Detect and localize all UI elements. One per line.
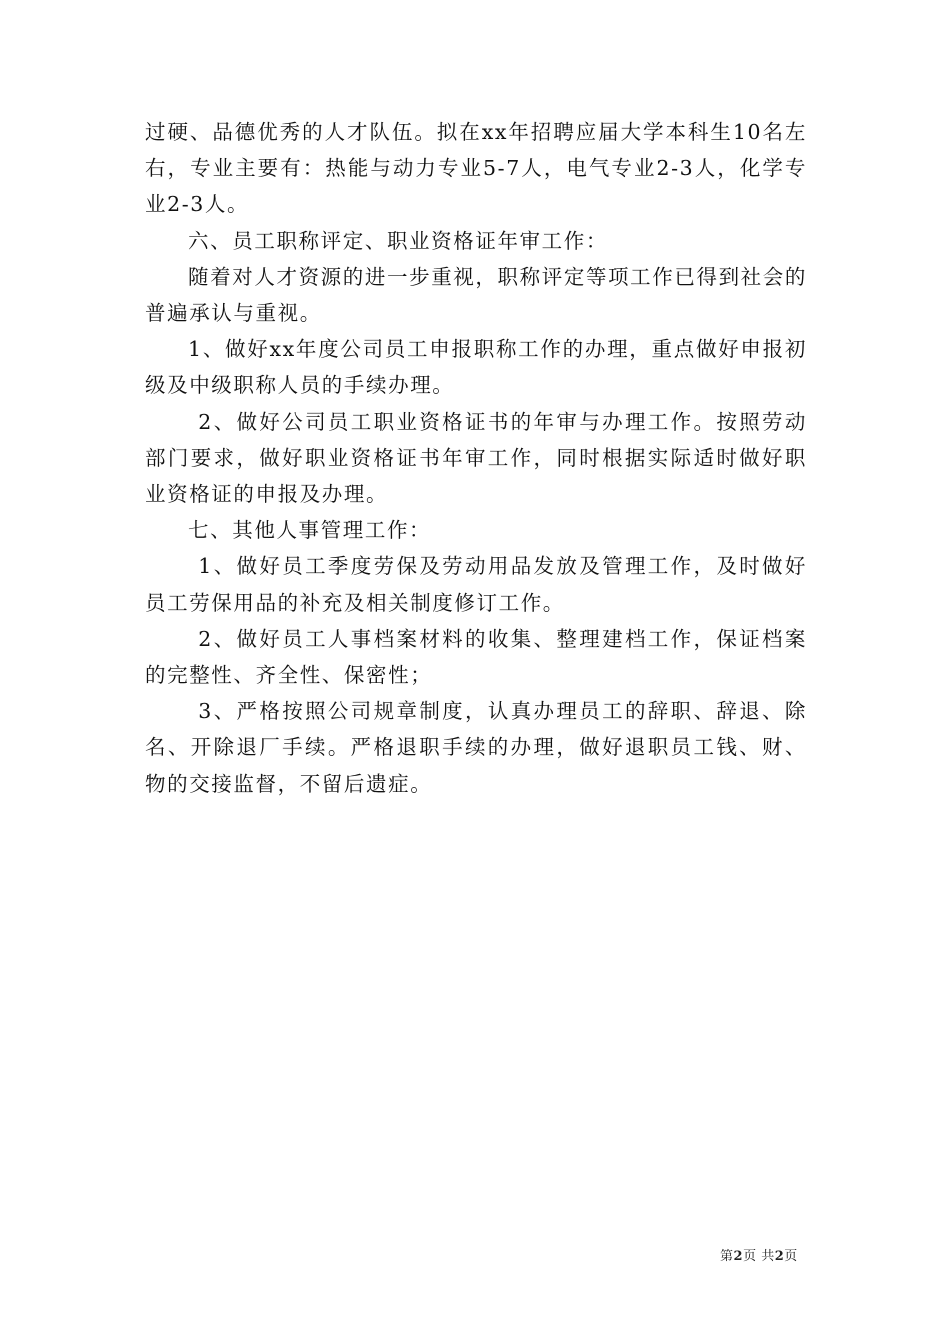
section-heading-six: 六、员工职称评定、职业资格证年审工作： [188, 228, 608, 253]
paragraph-section-six-intro: 随着对人才资源的进一步重视，职称评定等项工作已得到社会的普遍承认与重视。 [145, 264, 807, 326]
footer-middle: 页 共 [743, 1249, 775, 1264]
paragraph-six-item-1: 1、做好xx年度公司员工申报职称工作的办理，重点做好申报初级及中级职称人员的手续办理。 [145, 337, 807, 398]
paragraph-recruitment-continued: 过硬、品德优秀的人才队伍。拟在xx年招聘应届大学本科生10名左右，专业主要有：热能与动力专业5-7人，电气专业2-3人，化学专业2-3人。 [145, 120, 807, 217]
footer-prefix: 第 [720, 1249, 734, 1264]
section-heading-seven: 七、其他人事管理工作： [188, 518, 432, 543]
document-body [145, 114, 807, 802]
paragraph-seven-item-3: 3、严格按照公司规章制度，认真办理员工的辞职、辞退、除名、开除退厂手续。严格退职手续的办理，做好退职员工钱、财、物的交接监督，不留后遗症。 [145, 699, 807, 796]
paragraph-seven-item-2: 2、做好员工人事档案材料的收集、整理建档工作，保证档案的完整性、齐全性、保密性； [145, 626, 807, 688]
footer-total-pages: 2 [774, 1249, 785, 1264]
footer-suffix: 页 [784, 1249, 798, 1264]
footer-current-page: 2 [733, 1249, 744, 1264]
paragraph-six-item-2: 2、做好公司员工职业资格证书的年审与办理工作。按照劳动部门要求，做好职业资格证书年审工作，同时根据实际适时做好职业资格证的申报及办理。 [145, 409, 807, 507]
paragraph-seven-item-1: 1、做好员工季度劳保及劳动用品发放及管理工作，及时做好员工劳保用品的补充及相关制度修订工作。 [145, 554, 807, 615]
page-number-footer [720, 1245, 798, 1264]
